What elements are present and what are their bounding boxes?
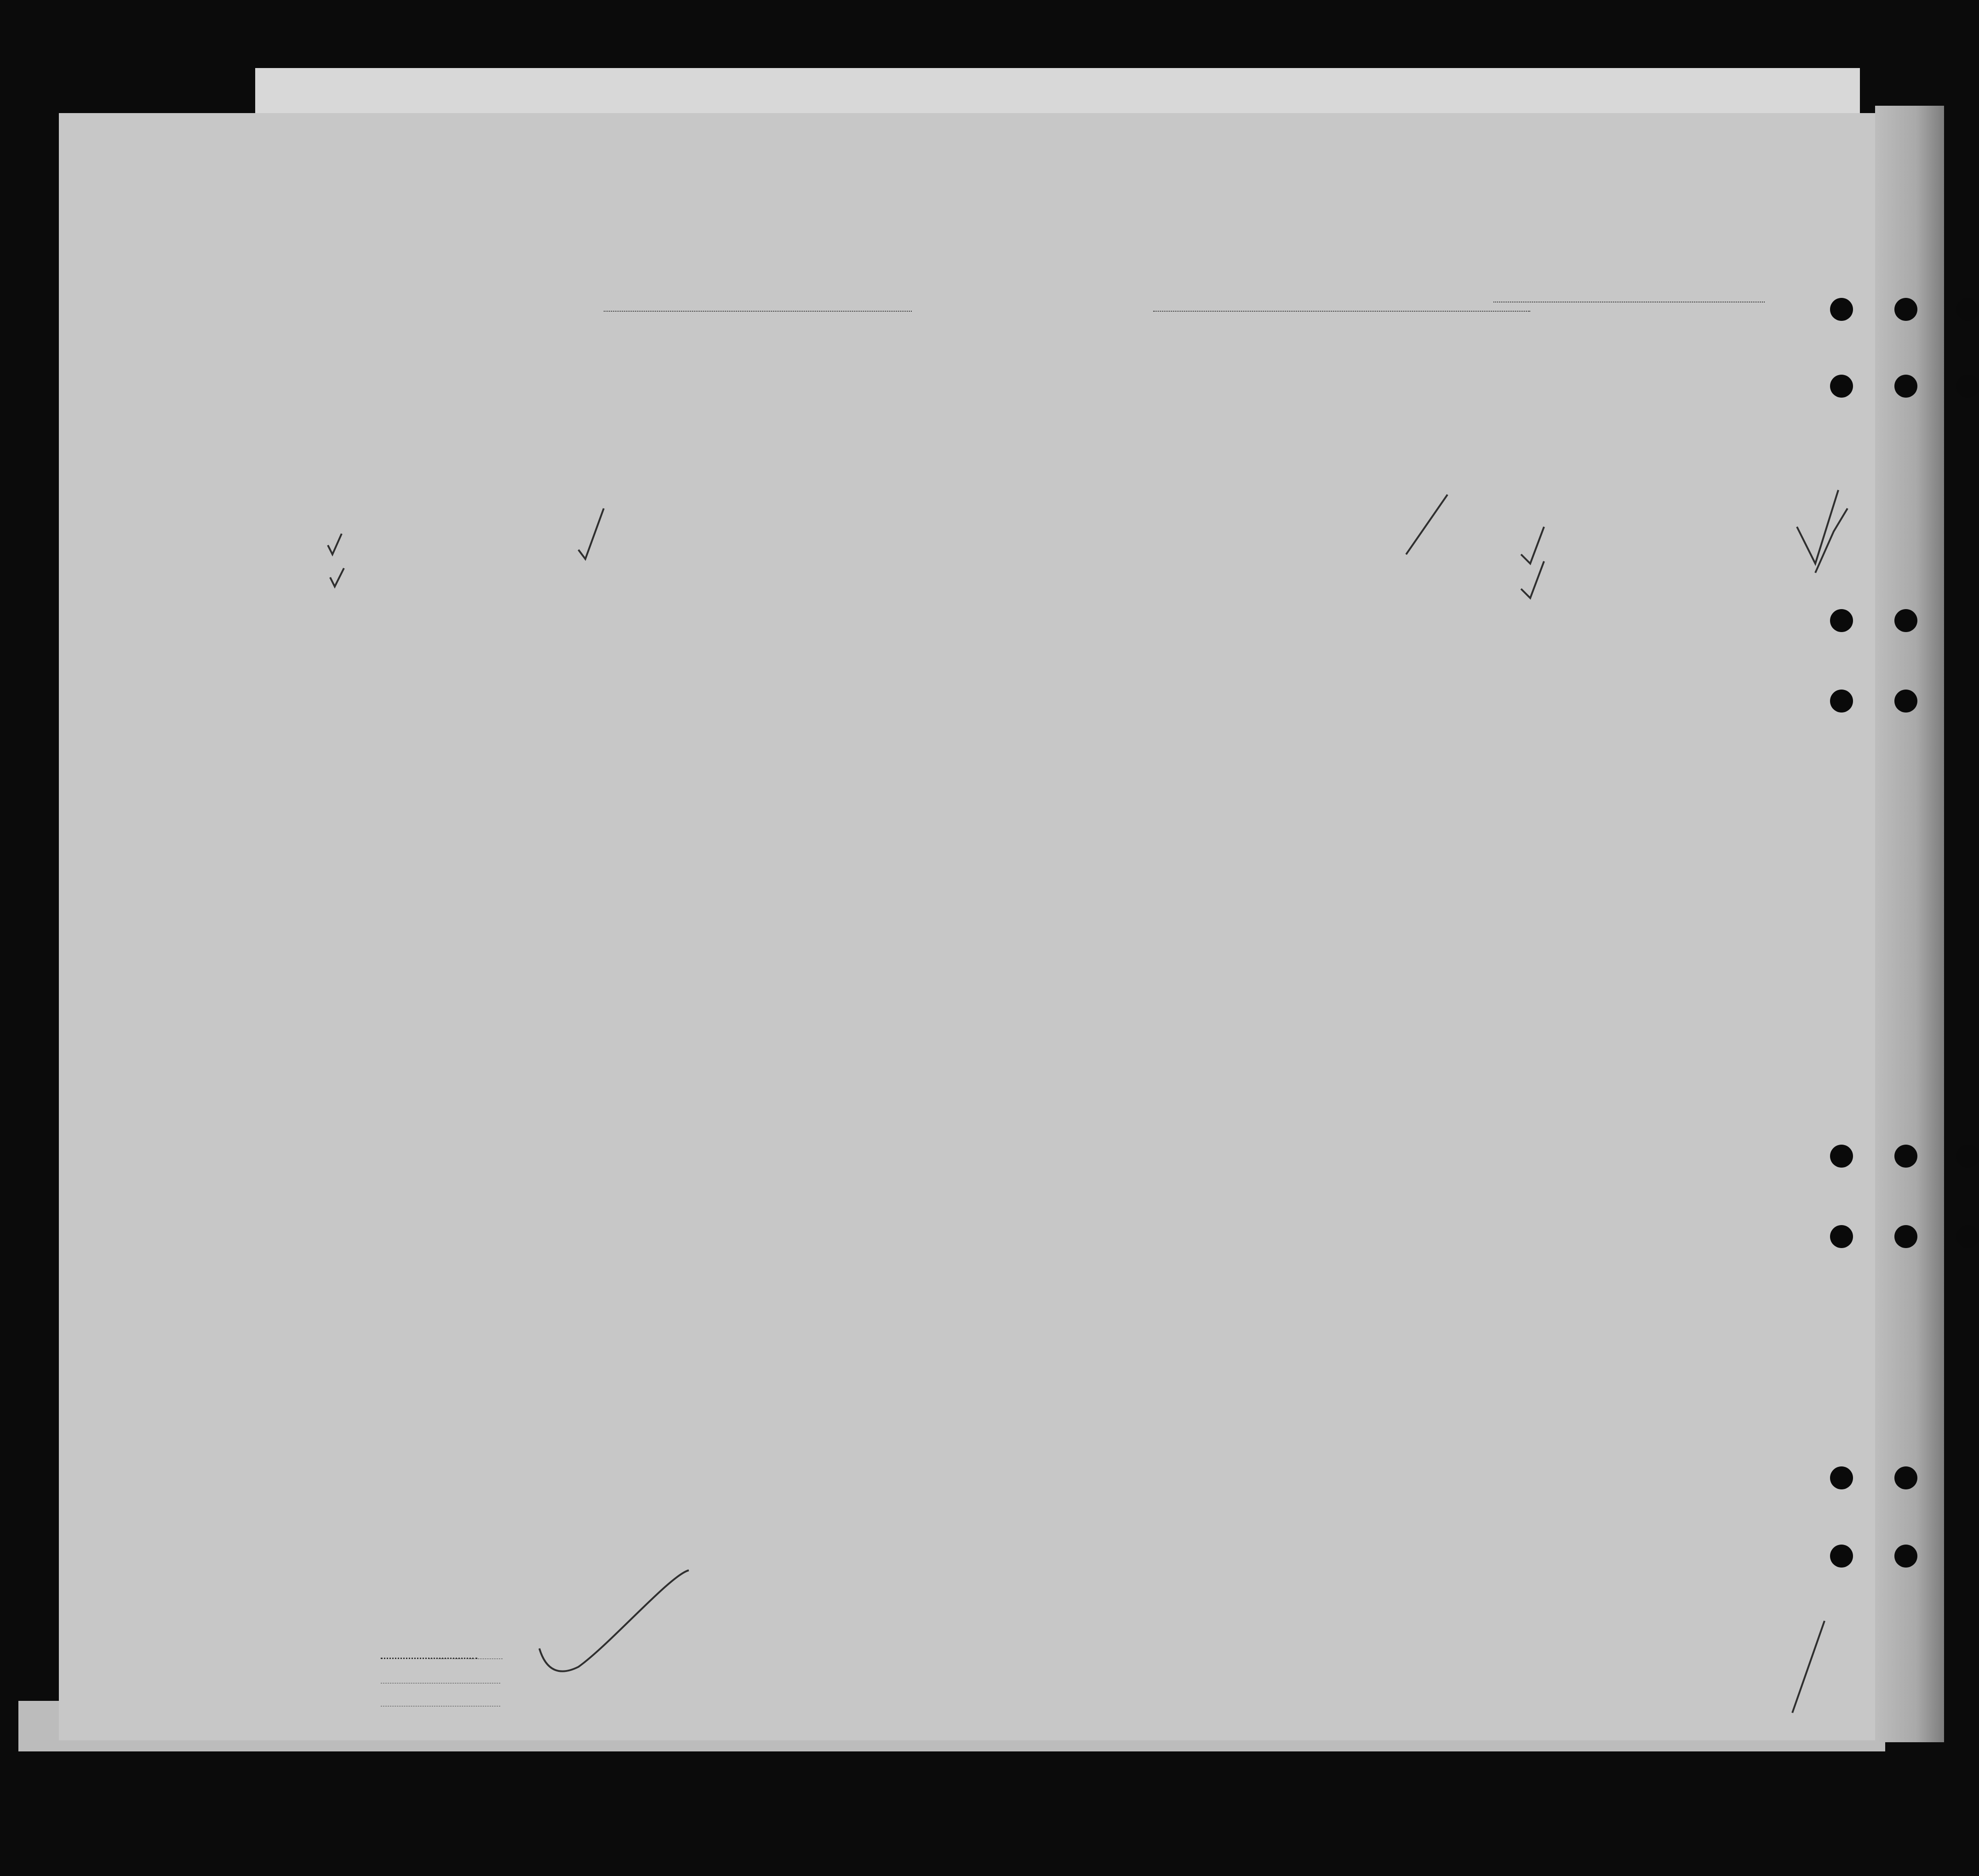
- binder-hole: [1894, 690, 1917, 713]
- binding-spine: [1875, 106, 1944, 1742]
- binder-hole: [1830, 1225, 1853, 1248]
- binder-hole: [1830, 1545, 1853, 1568]
- binder-hole: [1830, 1145, 1853, 1168]
- binder-hole: [1830, 609, 1853, 632]
- binder-hole: [1894, 375, 1917, 398]
- binder-hole: [1830, 690, 1853, 713]
- underlying-page: [255, 68, 1860, 119]
- binder-hole: [1956, 1145, 1979, 1168]
- manifest-sheet: [59, 113, 1875, 1740]
- manifest-grid: [59, 113, 1875, 1740]
- binder-hole: [1956, 375, 1979, 398]
- binder-hole: [1894, 1545, 1917, 1568]
- binder-hole: [1830, 375, 1853, 398]
- binder-hole: [1830, 1466, 1853, 1489]
- binder-hole: [1956, 298, 1979, 321]
- binder-hole: [1894, 609, 1917, 632]
- binder-hole: [1894, 1225, 1917, 1248]
- binder-hole: [1894, 298, 1917, 321]
- binder-hole: [1830, 298, 1853, 321]
- binder-hole: [1894, 1466, 1917, 1489]
- binder-hole: [1956, 1225, 1979, 1248]
- binder-hole: [1894, 1145, 1917, 1168]
